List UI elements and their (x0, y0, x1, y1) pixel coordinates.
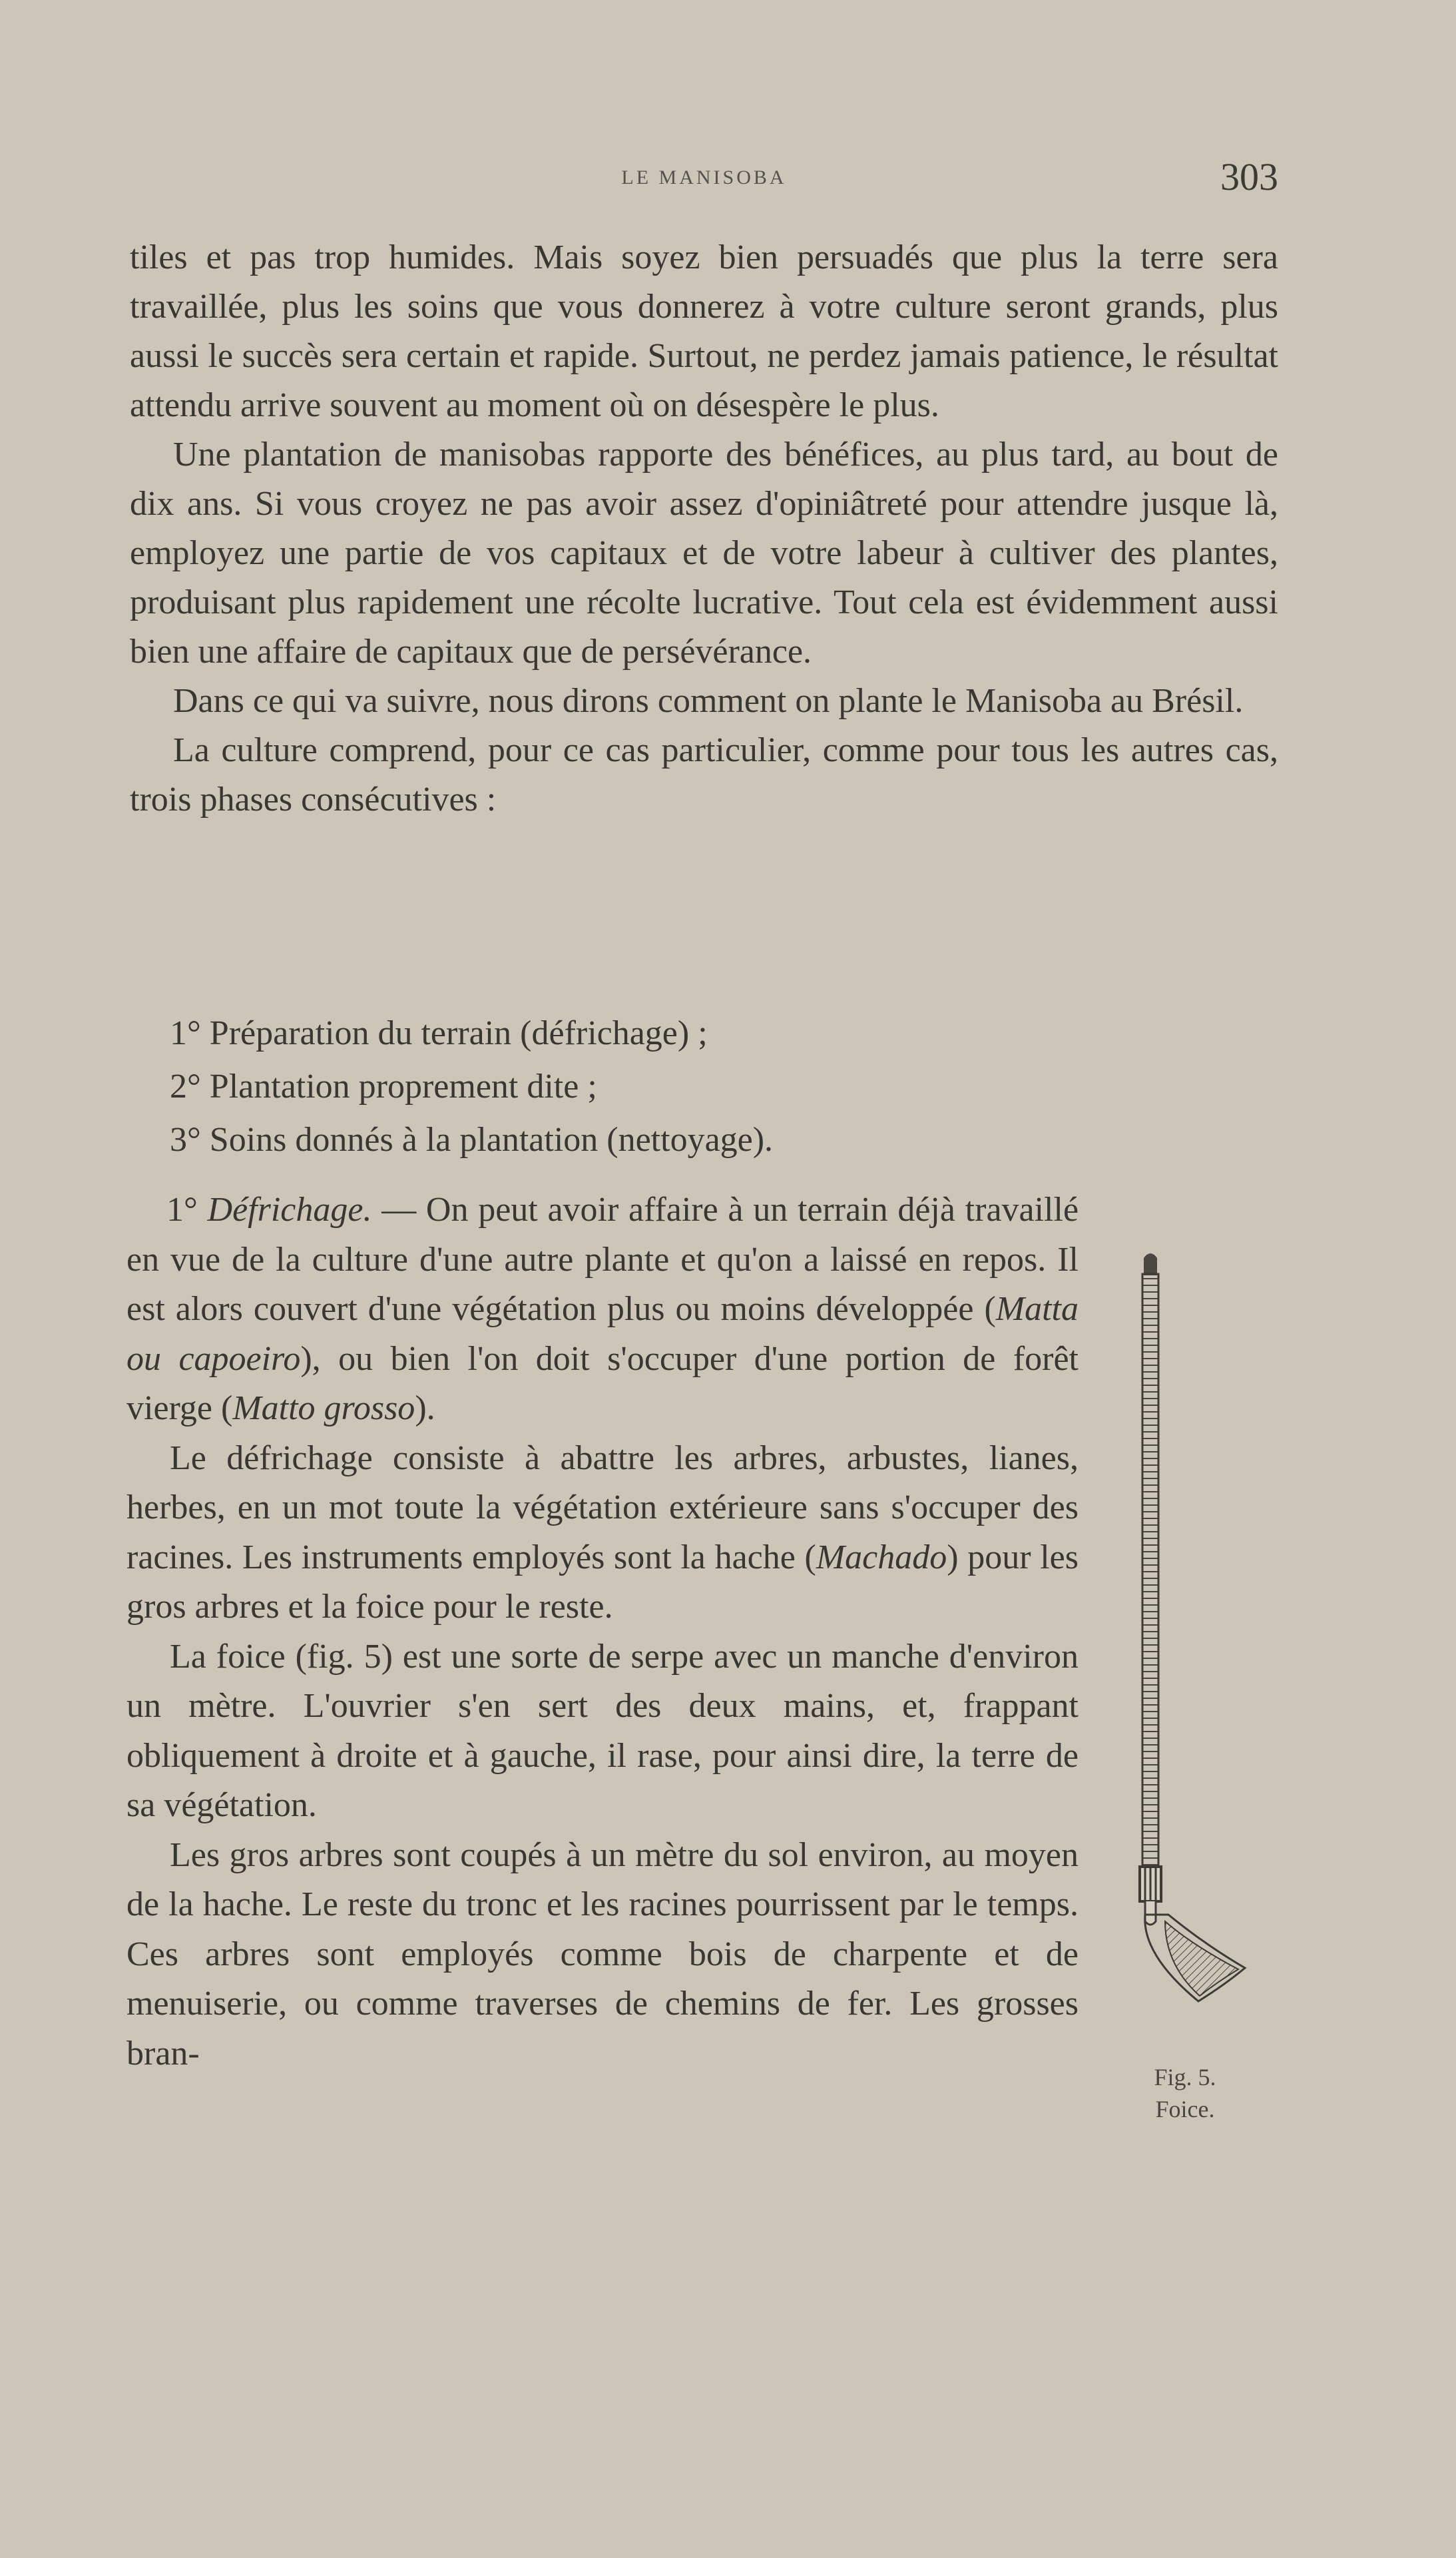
paragraph-continuation: tiles et pas trop humides. Mais soyez bien persuadés que plus la terre sera travaillée, plus les soins que vous donnerez à votre culture seront grands, plus aussi le succès sera certain et rapide. Surtout, ne perdez jamais patience, le résultat attendu arrive souvent au moment où on désespère le plus. (130, 238, 1278, 424)
heading-dash: — (371, 1191, 426, 1229)
section-heading: Défrichage. (207, 1191, 372, 1229)
text-run: Le défrichage consiste à abattre les arbres, arbustes, lianes, herbes, en un mot toute la végétation extérieure sans s'occuper des racines. Les instruments employés sont la hache ( (126, 1439, 1079, 1576)
figure-title: Foice. (1155, 2096, 1215, 2122)
body-text-top (130, 233, 1278, 824)
italic-term: Matto grosso (232, 1389, 415, 1427)
phase-list (170, 1007, 1235, 1167)
paragraph-defrichage (126, 1185, 1079, 1434)
italic-term: Matta ou capoeiro (126, 1290, 1079, 1378)
body-text-bottom (126, 1185, 1079, 2078)
text-run: ) pour les gros arbres et la foice pour le reste. (126, 1538, 1079, 1626)
paragraph-foice: La foice (fig. 5) est une sorte de serpe avec un manche d'environ un mètre. L'ouvrier s'en sert des deux mains, et, frappant obliquement à droite et à gauche, il rase, pour ainsi dire, la terre de sa végétation. (126, 1637, 1079, 1824)
foice-illustration (1125, 1249, 1248, 2015)
text-run: On peut avoir affaire à un terrain déjà travaillé en vue de la culture d'une autre plante et qu'on a laissé en repos. Il est alors couvert d'une végétation plus ou moins développée ( (126, 1191, 1079, 1328)
text-run: ), ou bien l'on doit s'occuper d'une portion de forêt vierge ( (126, 1339, 1079, 1427)
foice-icon (1125, 1249, 1248, 2015)
list-item: 3° Soins donnés à la plantation (nettoyage). (170, 1121, 774, 1159)
list-item: 2° Plantation proprement dite ; (170, 1068, 597, 1106)
text-run: ). (415, 1389, 435, 1427)
running-title: LE MANISOBA (621, 166, 787, 188)
running-head (130, 155, 1278, 201)
paragraph-consiste (126, 1434, 1079, 1632)
paragraph-bresil: Dans ce qui va suivre, nous dirons comment on plante le Manisoba au Brésil. (173, 682, 1244, 720)
paragraph-plantation: Une plantation de manisobas rapporte des bénéfices, au plus tard, au bout de dix ans. Si vous croyez ne pas avoir assez d'opiniâtreté pour attendre jusque là, employez une partie de vos capitaux et de votre labeur à cultiver des plantes, produisant plus rapidement une récolte lucrative. Tout cela est évidemment aussi bien une affaire de capitaux que de persévérance. (130, 436, 1278, 671)
page-number: 303 (1220, 155, 1278, 198)
figure-label: Fig. 5. (1154, 2064, 1216, 2090)
paragraph-culture: La culture comprend, pour ce cas particulier, comme pour tous les autres cas, trois phases consécutives : (130, 731, 1278, 818)
paragraph-arbres: Les gros arbres sont coupés à un mètre du sol environ, au moyen de la hache. Le reste du tronc et les racines pourrissent par le temps. Ces arbres sont employés comme bois de charpente et de menuiserie, ou comme traverses de chemins de fer. Les grosses bran- (126, 1835, 1079, 2073)
italic-term: Machado (816, 1538, 947, 1576)
section-number: 1° (166, 1191, 198, 1229)
figure-caption (1115, 2061, 1255, 2125)
list-item: 1° Préparation du terrain (défrichage) ; (170, 1014, 708, 1052)
